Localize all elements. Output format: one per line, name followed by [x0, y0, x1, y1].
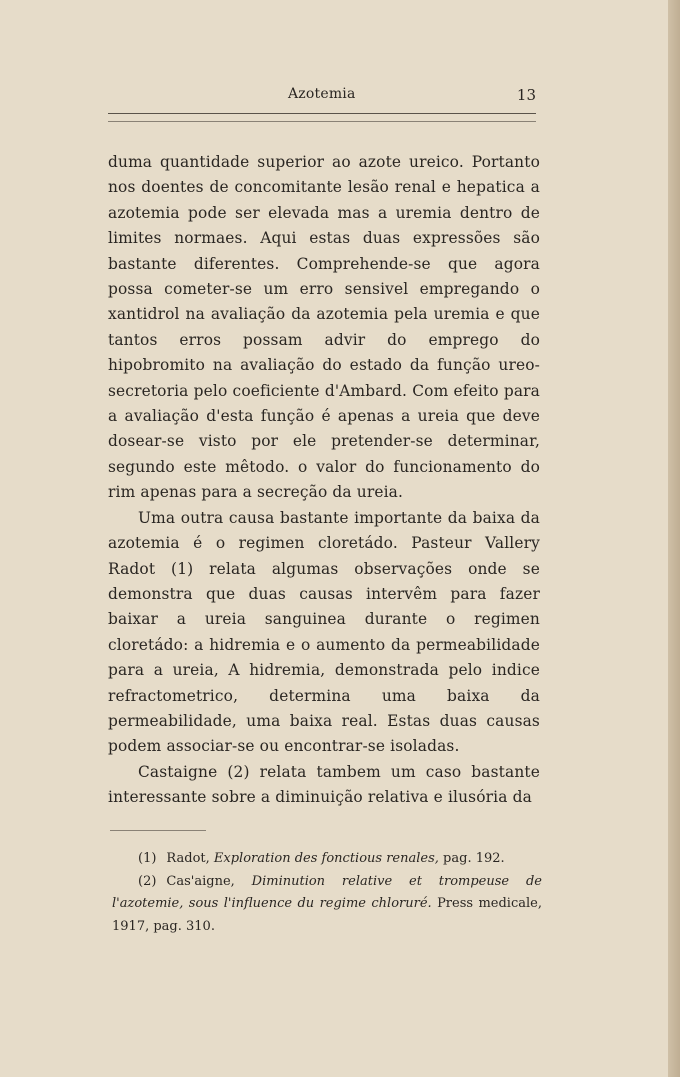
- page-number: 13: [516, 86, 536, 104]
- paragraph-2: Uma outra causa bastante importante da baixa da azotemia é o regimen cloretádo. Pasteur Vallery Radot (1) relata algumas observações onde se demonstra que duas causas intervêm para fazer baixar a ureia sanguinea durante o regimen cloretádo: a hidremia e o aumento da permeabilidade para a ureia, A hidremia, demonstrada pelo indice refractometrico, determina uma baixa da permeabilidade, uma baixa real. Estas duas causas podem associar-se ou encontrar-se isoladas.: [108, 508, 540, 756]
- header-rule-secondary: [108, 121, 536, 122]
- paragraph-3: Castaigne (2) relata tambem um caso bastante interessante sobre a diminuição relativa e ilusória da: [108, 762, 540, 807]
- running-head: [108, 86, 536, 108]
- paragraph-1: duma quantidade superior ao azote ureico. Portanto nos doentes de concomitante lesão renal e hepatica a azotemia pode ser elevada mas a uremia dentro de limites normaes. Aqui estas duas expressões são bastante diferentes. Comprehende-se que agora possa cometer-se um erro sensivel empregando o xantidrol na avaliação da azotemia pela uremia e que tantos erros possam advir do emprego do hipobromito na avaliação do estado da função ureo-secretoria pelo coeficiente d'Ambard. Com efeito para a avaliação d'esta função é apenas a ureia que deve dosear-se visto por ele pretender-se determinar, segundo este mêtodo. o valor do funcionamento do rim apenas para a secreção da ureia.: [108, 153, 540, 502]
- footnote-2: [112, 871, 542, 939]
- footnote-2-title: Diminution relative et trompeuse de l'azotemie, sous l'influence du regime chloruré.: [112, 873, 542, 911]
- footnote-2-rest: Press medicale, 1917, pag. 310.: [112, 896, 542, 934]
- footnotes: [112, 848, 542, 938]
- footnote-1-author: Radot,: [166, 851, 210, 866]
- footnote-rule: [110, 830, 206, 831]
- running-title: Azotemia: [288, 86, 356, 102]
- footnote-1: [112, 848, 542, 871]
- footnote-1-rest: pag. 192.: [443, 851, 505, 866]
- footnote-2-author: Cas'aigne,: [166, 873, 235, 889]
- body-text: [108, 150, 540, 811]
- footnote-1-title: Exploration des fonctious renales,: [213, 851, 439, 866]
- page-edge: [668, 0, 680, 1077]
- footnote-1-number: (1): [138, 851, 157, 866]
- header-rule: [108, 113, 536, 114]
- footnote-2-number: (2): [138, 873, 157, 889]
